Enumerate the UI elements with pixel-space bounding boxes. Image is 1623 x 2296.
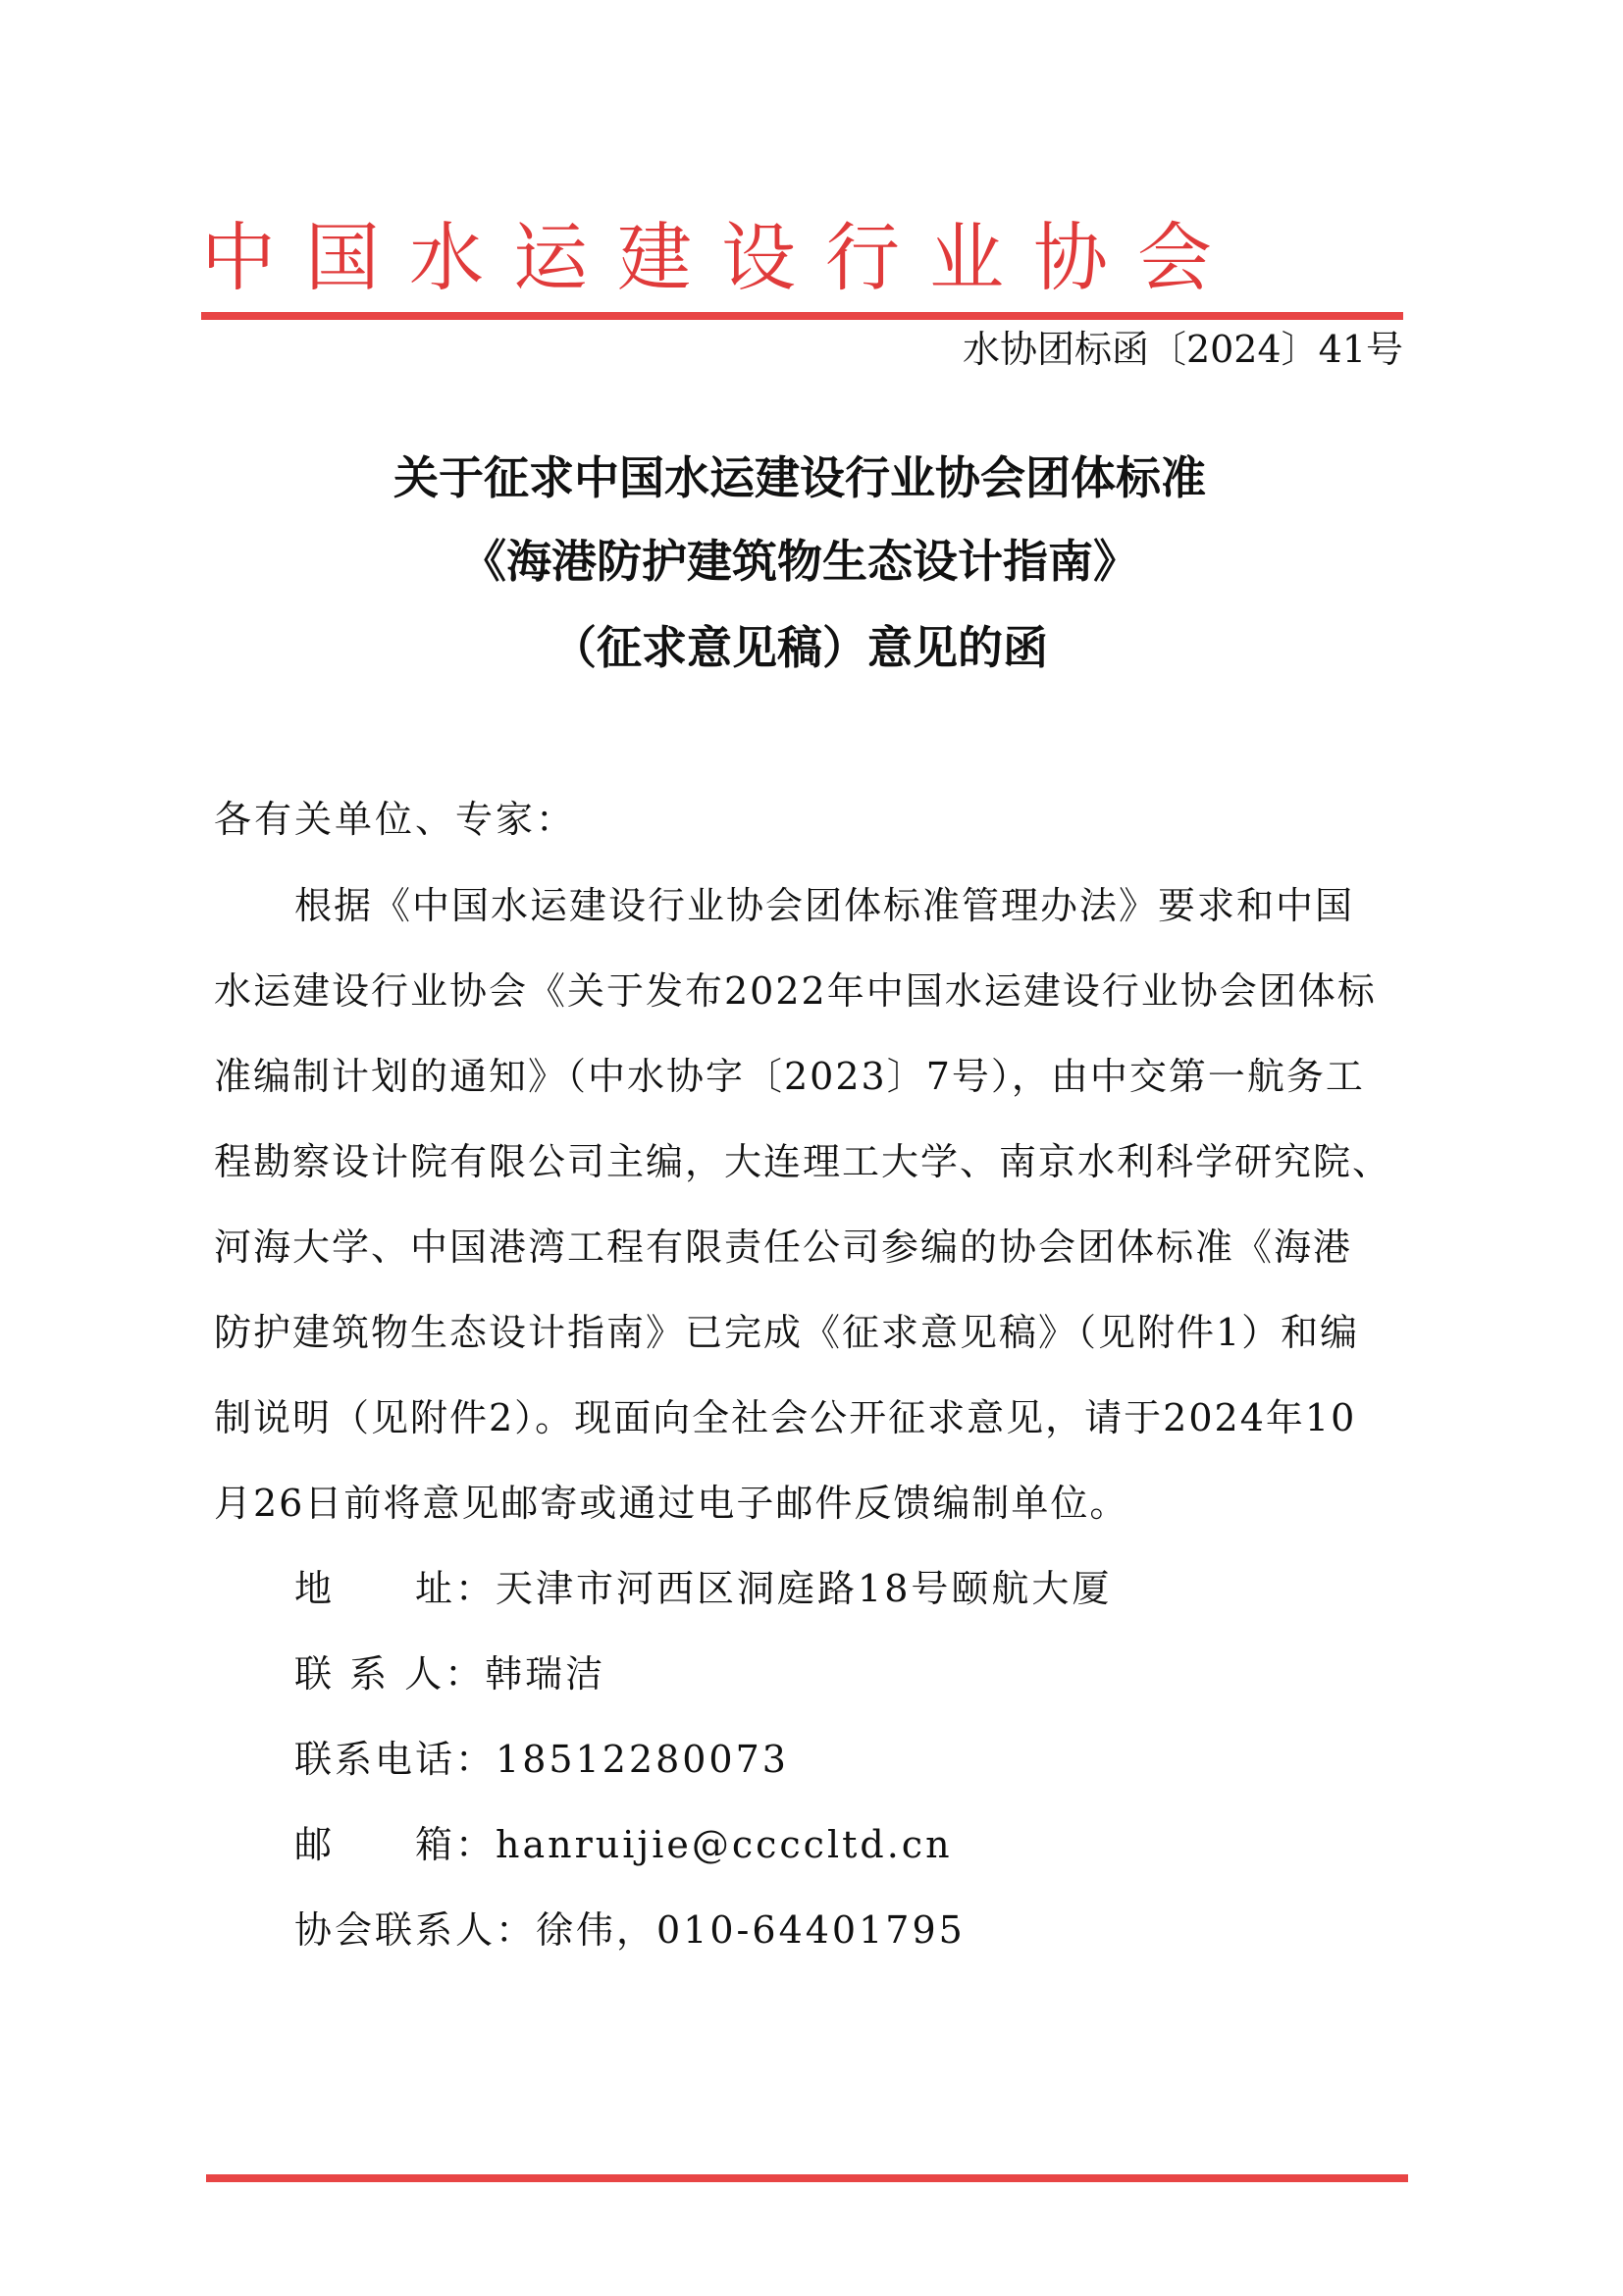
contact-address-label: 地 址： — [294, 1567, 497, 1610]
contact-phone — [294, 1732, 789, 1787]
contact-email-value: hanruijie@ccccltd.cn — [496, 1823, 953, 1866]
contact-address-value: 天津市河西区洞庭路18号颐航大厦 — [496, 1567, 1113, 1610]
body-line: 准编制计划的通知》（中水协字〔2023〕7号），由中交第一航务工 — [214, 1055, 1365, 1098]
salutation: 各有关单位、专家： — [214, 798, 577, 841]
contact-phone-value: 18512280073 — [496, 1738, 789, 1781]
organization-letterhead: 中国水运建设行业协会 — [201, 214, 1241, 301]
document-title-line-2: 《海港防护建筑物生态设计指南》 — [461, 535, 1138, 588]
body-line: 月26日前将意见邮寄或通过电子邮件反馈编制单位。 — [214, 1482, 1129, 1525]
association-contact-value: 徐伟，010-64401795 — [536, 1908, 966, 1952]
contact-phone-label: 联系电话： — [294, 1738, 497, 1781]
body-line: 水运建设行业协会《关于发布2022年中国水运建设行业协会团体标 — [214, 969, 1377, 1013]
contact-person — [294, 1646, 605, 1701]
association-contact — [294, 1903, 966, 1957]
body-line: 制说明（见附件2）。现面向全社会公开征求意见，请于2024年10 — [214, 1396, 1357, 1439]
body-line: 根据《中国水运建设行业协会团体标准管理办法》要求和中国 — [294, 884, 1355, 927]
body-line: 程勘察设计院有限公司主编，大连理工大学、南京水利科学研究院、 — [214, 1140, 1392, 1183]
contact-person-value: 韩瑞洁 — [485, 1652, 606, 1696]
footer-divider — [206, 2174, 1408, 2182]
letterhead-divider — [201, 312, 1403, 320]
contact-person-label: 联 系 人： — [294, 1652, 486, 1696]
contact-email-label: 邮 箱： — [294, 1823, 497, 1866]
body-line: 河海大学、中国港湾工程有限责任公司参编的协会团体标准《海港 — [214, 1226, 1353, 1269]
document-title-line-3: （征求意见稿）意见的函 — [551, 621, 1048, 674]
document-number: 水协团标函〔2024〕41号 — [962, 328, 1403, 371]
document-title-line-1: 关于征求中国水运建设行业协会团体标准 — [393, 451, 1206, 504]
body-line: 防护建筑物生态设计指南》已完成《征求意见稿》（见附件1）和编 — [214, 1311, 1360, 1354]
contact-email — [294, 1817, 953, 1872]
association-contact-label: 协会联系人： — [294, 1908, 537, 1952]
contact-address — [294, 1561, 1112, 1616]
